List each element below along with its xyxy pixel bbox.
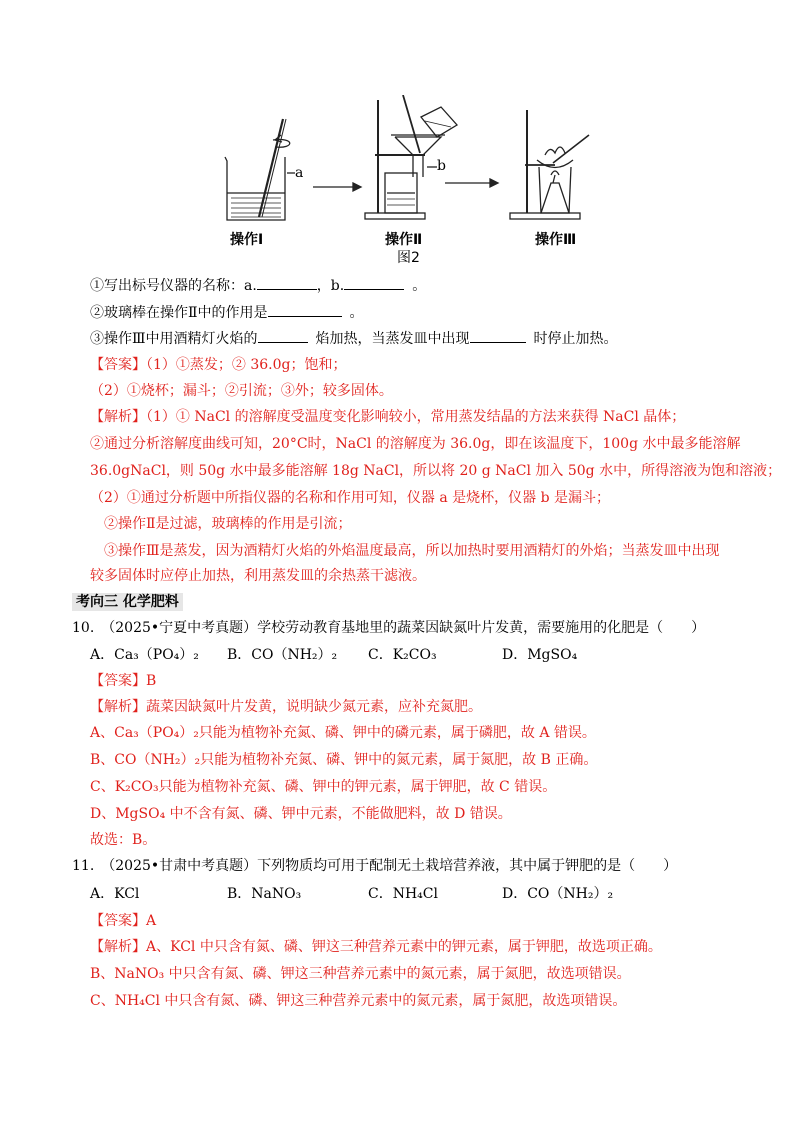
q10-final: 故选：B。 <box>90 832 157 848</box>
section-header <box>72 592 183 612</box>
op1-label: 操作Ⅰ <box>230 232 264 248</box>
answer-tag: 【答案】 <box>90 913 146 929</box>
q11-option-b: B．NaNO₃ <box>227 886 302 902</box>
q11-option-a: A．KCl <box>90 886 140 902</box>
q11-exp-c: C、NH₄Cl 中只含有氮、磷、钾这三种营养元素中的氮元素，属于氮肥，故选项错误。 <box>90 993 627 1009</box>
arrow-1 <box>313 183 361 191</box>
q11-exp-b: B、NaNO₃ 中只含有氮、磷、钾这三种营养元素中的氮元素，属于氮肥，故选项错误。 <box>90 966 631 982</box>
explanation-9-line7: 较多固体时应停止加热，利用蒸发皿的余热蒸干滤液。 <box>90 568 426 584</box>
q10-stem: 10. （2025•宁夏中考真题）学校劳动教育基地里的蔬菜因缺氮叶片发黄，需要施用的化肥是（ ） <box>72 620 706 636</box>
answer-tag: 【答案】 <box>90 357 146 373</box>
blank-solid <box>470 328 526 343</box>
q10-exp-a: A、Ca₃（PO₄）₂只能为植物补充氮、磷、钾中的磷元素，属于磷肥，故 A 错误。 <box>90 725 596 741</box>
explanation-tag: 【解析】 <box>90 939 146 955</box>
arrow-2 <box>445 179 498 187</box>
explanation-tag: 【解析】 <box>90 699 146 715</box>
label-a: a <box>295 165 304 181</box>
q10-exp-c: C、K₂CO₃只能为植物补充氮、磷、钾中的钾元素，属于钾肥，故 C 错误。 <box>90 779 557 795</box>
q11-stem: 11. （2025•甘肃中考真题）下列物质均可用于配制无土栽培营养液，其中属于钾肥的是（ ） <box>72 858 678 874</box>
q10-option-c: C．K₂CO₃ <box>368 647 437 663</box>
subq-2: ②玻璃棒在操作Ⅱ中的作用是 。 <box>90 302 364 323</box>
filtration-setup <box>365 95 457 219</box>
blank-rod <box>268 302 342 317</box>
subq-3: ③操作Ⅲ中用酒精灯火焰的 焰加热，当蒸发皿中出现 时停止加热。 <box>90 328 618 349</box>
explanation-9-line5: ②操作Ⅱ是过滤，玻璃棒的作用是引流； <box>104 516 352 532</box>
q10-option-d: D．MgSO₄ <box>502 647 578 663</box>
q10-exp-b: B、CO（NH₂）₂只能为植物补充氮、磷、钾中的氮元素，属于氮肥，故 B 正确。 <box>90 752 598 768</box>
q10-option-b: B．CO（NH₂）₂ <box>227 647 338 663</box>
explanation-9-line4: （2）①通过分析题中所指仪器的名称和作用可知，仪器 a 是烧杯，仪器 b 是漏斗； <box>90 490 611 506</box>
subq-1: ①写出标号仪器的名称：a. ，b. 。 <box>90 275 426 296</box>
explanation-9-line1: 【解析】（1）① NaCl 的溶解度受温度变化影响较小，常用蒸发结晶的方法来获得 NaCl 晶体； <box>90 409 686 425</box>
q10-option-a: A．Ca₃（PO₄）₂ <box>90 647 199 663</box>
explanation-tag: 【解析】 <box>90 409 146 425</box>
answer-9-line1: 【答案】（1）①蒸发；② 36.0g；饱和； <box>90 357 347 373</box>
op3-label: 操作Ⅲ <box>535 232 577 248</box>
op2-label: 操作Ⅱ <box>385 232 423 248</box>
q10-explanation: 【解析】蔬菜因缺氮叶片发黄，说明缺少氮元素，应补充氮肥。 <box>90 699 482 715</box>
label-b: b <box>437 158 446 174</box>
q11-option-c: C．NH₄Cl <box>368 886 438 902</box>
section-title: 考向三 化学肥料 <box>72 593 183 611</box>
explanation-9-line6: ③操作Ⅲ是蒸发，因为酒精灯火焰的外焰温度最高，所以加热时要用酒精灯的外焰；当蒸发皿中出现 <box>104 543 720 559</box>
beaker-with-rod <box>225 119 295 220</box>
q11-answer: 【答案】A <box>90 913 157 929</box>
experiment-figure <box>215 95 605 265</box>
blank-flame <box>258 328 308 343</box>
evaporation-setup <box>510 110 589 219</box>
figure-caption: 图2 <box>397 250 420 266</box>
q11-exp-a: 【解析】A、KCl 中只含有氮、磷、钾这三种营养元素中的钾元素，属于钾肥，故选项正确。 <box>90 939 662 955</box>
answer-tag: 【答案】 <box>90 673 146 689</box>
blank-b <box>344 275 404 290</box>
q10-answer: 【答案】B <box>90 673 157 689</box>
q11-option-d: D．CO（NH₂）₂ <box>502 886 614 902</box>
answer-9-line2: （2）①烧杯；漏斗；②引流；③外；较多固体。 <box>90 383 393 399</box>
q10-exp-d: D、MgSO₄ 中不含有氮、磷、钾中元素，不能做肥料，故 D 错误。 <box>90 806 512 822</box>
explanation-9-line2: ②通过分析溶解度曲线可知，20°C时，NaCl 的溶解度为 36.0g，即在该温度下，100g 水中最多能溶解 <box>90 436 741 452</box>
blank-a <box>257 275 317 290</box>
explanation-9-line3: 36.0gNaCl，则 50g 水中最多能溶解 18g NaCl，所以将 20 g NaCl 加入 50g 水中，所得溶液为饱和溶液； <box>90 463 782 479</box>
